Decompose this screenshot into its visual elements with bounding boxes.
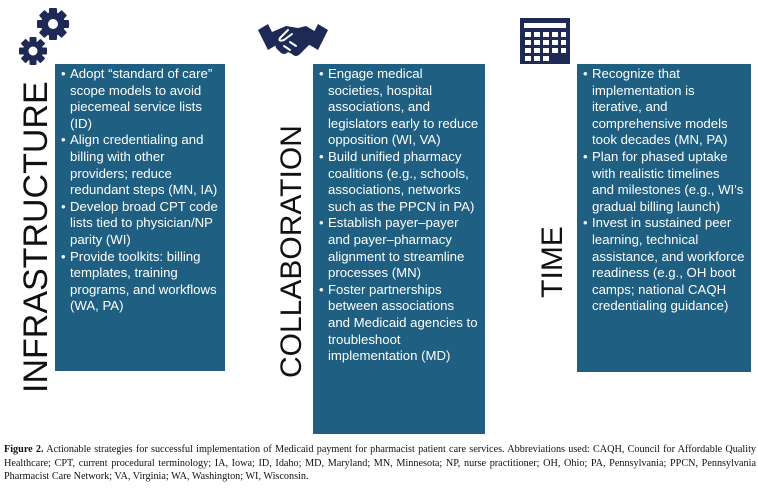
column-label-collaboration: COLLABORATION [275,125,308,378]
caption-text: Actionable strategies for successful implementation of Medicaid payment for pharmacist patient care services. Abbreviations used: CAQH, Council for Affordable Quality Healthcare; CPT, current procedural terminology; IA, Iowa; ID, Idaho; MD, Maryland; MN, Minnesota; NP, nurse practitioner; OH, Ohio; PA, Pennsylvania; PPCN, Pennsylvania Pharmacist Care Network; VA, Virginia; WA, Washington; WI, Wisconsin. [4,444,756,483]
list-item: • Develop broad CPT code lists tied to physician/NP parity (WI) [61,199,219,249]
list-item: • Invest in sustained peer learning, technical assistance, and workforce readiness (e.g., OH boot camps; national CAQH credentialing guidance) [583,215,745,315]
list-item: • Establish payer–payer and payer–pharmacy alignment to streamline processes (MN) [319,215,479,281]
list-item: • Adopt “standard of care” scope models to avoid piecemeal service lists (ID) [61,66,219,132]
figure-caption [4,443,756,484]
column-label-time: TIME [536,226,569,298]
list-item: • Recognize that implementation is iterative, and comprehensive models took decades (MN, PA) [583,66,745,149]
time-panel [577,64,751,372]
infrastructure-panel [55,64,225,371]
calendar-icon [520,18,570,64]
list-item: • Engage medical societies, hospital associations, and legislators early to reduce opposition (WI, VA) [319,66,479,149]
collaboration-panel [313,64,485,434]
gears-icon [18,6,74,66]
list-item: • Foster partnerships between associations and Medicaid agencies to troubleshoot implementation (MD) [319,282,479,365]
list-item: • Align credentialing and billing with other providers; reduce redundant steps (MN, IA) [61,132,219,198]
list-item: • Plan for phased uptake with realistic timelines and milestones (e.g., WI's gradual billing launch) [583,149,745,215]
list-item: • Provide toolkits: billing templates, training programs, and workflows (WA, PA) [61,249,219,315]
list-item: • Build unified pharmacy coalitions (e.g., schools, associations, networks such as the PPCN in PA) [319,149,479,215]
column-label-infrastructure: INFRASTRUCTURE [17,81,55,393]
figure-label: Figure 2. [4,444,44,455]
handshake-icon [258,18,328,62]
